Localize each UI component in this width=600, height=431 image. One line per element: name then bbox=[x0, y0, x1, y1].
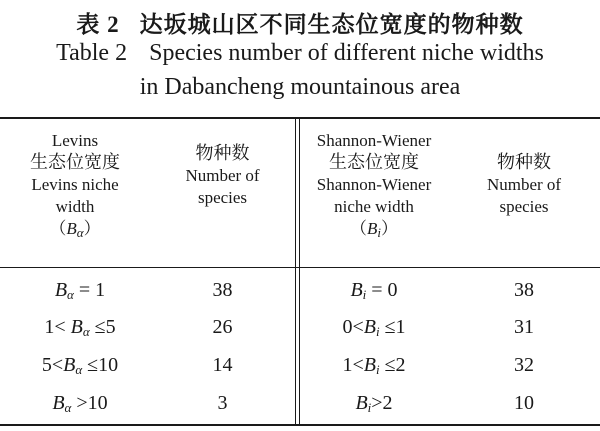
table-header-rule bbox=[0, 267, 600, 268]
header-line: 生态位宽度 bbox=[30, 152, 120, 173]
header-line: Levins bbox=[51, 131, 99, 150]
header-shannon-niche-width bbox=[300, 130, 448, 244]
levins-count-cell: 14 bbox=[212, 354, 233, 376]
header-line: 物种数 bbox=[195, 143, 250, 164]
double-divider-left bbox=[295, 119, 296, 424]
range-suffix: >2 bbox=[371, 392, 393, 414]
range-suffix: ≤10 bbox=[82, 354, 119, 376]
range-suffix: = 1 bbox=[73, 279, 106, 301]
header-line: species bbox=[197, 188, 248, 207]
shannon-range-cell bbox=[300, 385, 448, 421]
levins-range-cell bbox=[0, 272, 160, 308]
shannon-range-cell bbox=[300, 272, 448, 308]
symbol-subscript: α bbox=[82, 324, 90, 339]
symbol-subscript: i bbox=[377, 225, 381, 240]
symbol-subscript: α bbox=[67, 287, 74, 302]
shannon-count-cell: 10 bbox=[514, 392, 534, 414]
header-line: Levins niche bbox=[31, 175, 119, 194]
symbol-letter: B bbox=[66, 219, 77, 238]
levins-range-cell bbox=[0, 309, 160, 345]
shannon-range-cell bbox=[300, 347, 448, 383]
paren-close: ） bbox=[83, 219, 101, 238]
symbol-subscript: i bbox=[367, 400, 372, 415]
range-prefix: 1< bbox=[44, 316, 71, 338]
header-line: Number of bbox=[486, 175, 562, 194]
levins-count-cell: 26 bbox=[212, 316, 233, 338]
levins-count-cell: 3 bbox=[217, 392, 228, 414]
header-line: 生态位宽度 bbox=[329, 152, 419, 173]
symbol-letter: B bbox=[52, 392, 65, 414]
table-caption-english-line1 bbox=[0, 40, 600, 67]
symbol-subscript: i bbox=[362, 287, 367, 302]
symbol-letter: B bbox=[70, 316, 83, 338]
table-title-chinese: 达坂城山区不同生态位宽度的物种数 bbox=[139, 12, 524, 38]
table-number-chinese: 表 2 bbox=[76, 12, 120, 37]
symbol-subscript: α bbox=[64, 400, 72, 415]
header-levins-niche-width bbox=[0, 130, 150, 244]
table-title-english-line1: Species number of different niche widths bbox=[149, 40, 544, 66]
header-line: Shannon-Wiener bbox=[316, 131, 432, 150]
symbol-letter: B bbox=[363, 316, 376, 338]
shannon-count-cell: 38 bbox=[514, 279, 534, 301]
levins-range-cell bbox=[0, 385, 160, 421]
symbol-letter: B bbox=[350, 279, 363, 301]
header-line: species bbox=[499, 197, 549, 216]
paren-open: （ bbox=[49, 219, 67, 238]
symbol-subscript: α bbox=[75, 362, 83, 377]
table-title-english-line2: in Dabancheng mountainous area bbox=[139, 74, 461, 100]
range-suffix: ≤2 bbox=[379, 354, 406, 376]
symbol-letter: B bbox=[363, 354, 376, 376]
symbol-letter: B bbox=[54, 279, 68, 301]
table-caption-chinese bbox=[0, 6, 600, 39]
header-levins-species-count bbox=[150, 143, 295, 209]
table-number-english: Table 2 bbox=[56, 40, 128, 66]
header-symbol bbox=[300, 218, 448, 244]
range-prefix: 1< bbox=[342, 354, 364, 376]
header-symbol bbox=[0, 218, 150, 244]
header-line: width bbox=[55, 197, 95, 216]
header-line: niche width bbox=[334, 197, 414, 216]
levins-count-cell: 38 bbox=[212, 279, 233, 301]
range-suffix: ≤1 bbox=[379, 316, 406, 338]
symbol-letter: B bbox=[63, 354, 76, 376]
symbol-subscript: i bbox=[375, 362, 380, 377]
symbol-letter: B bbox=[366, 219, 378, 238]
header-shannon-species-count bbox=[448, 152, 600, 218]
range-prefix: 5< bbox=[41, 354, 64, 376]
paren-close: ） bbox=[381, 219, 398, 238]
symbol-subscript: α bbox=[76, 225, 84, 240]
levins-range-cell bbox=[0, 347, 160, 383]
range-prefix: 0< bbox=[342, 316, 364, 338]
header-line: 物种数 bbox=[497, 152, 551, 173]
paren-open: （ bbox=[349, 219, 367, 238]
range-suffix: = 0 bbox=[366, 279, 398, 301]
table-top-rule bbox=[0, 117, 600, 119]
symbol-subscript: i bbox=[375, 324, 380, 339]
shannon-range-cell bbox=[300, 309, 448, 345]
header-line: Shannon-Wiener bbox=[316, 175, 432, 194]
range-suffix: >10 bbox=[71, 392, 108, 414]
shannon-count-cell: 32 bbox=[514, 354, 534, 376]
symbol-letter: B bbox=[355, 392, 368, 414]
shannon-count-cell: 31 bbox=[514, 316, 534, 338]
range-suffix: ≤5 bbox=[89, 316, 116, 338]
table-bottom-rule bbox=[0, 424, 600, 426]
header-line: Number of bbox=[185, 166, 260, 185]
